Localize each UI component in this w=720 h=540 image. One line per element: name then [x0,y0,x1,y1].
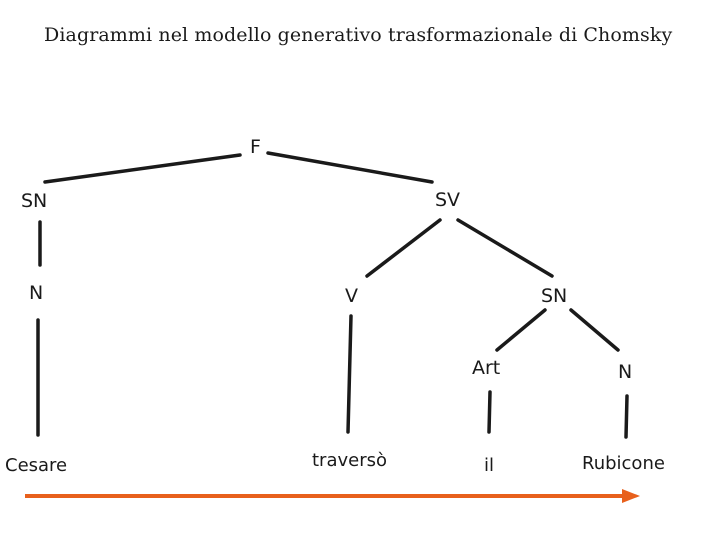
node-f: F [250,136,261,158]
branch-sn-art [497,310,545,350]
node-sv: SV [435,189,461,211]
word-il: il [484,455,495,476]
branch-sn-n-object [571,310,618,350]
branch-v-traverso [348,316,351,432]
arrow-head-icon [622,489,640,503]
word-rubicone: Rubicone [582,453,665,474]
node-v: V [345,285,358,307]
branch-f-sn [45,155,240,182]
branch-f-sv [268,153,432,182]
word-cesare: Cesare [5,455,68,476]
branch-sv-sn [458,220,552,276]
node-n-object: N [618,361,633,383]
slide-title: Diagrammi nel modello generativo trasformazionale di Chomsky [44,24,673,46]
node-sn-subject: SN [21,190,48,212]
branch-art-il [489,392,490,432]
node-sn-object: SN [541,285,568,307]
node-art: Art [472,357,501,379]
branch-n-rubicone [626,396,627,437]
word-traverso: traversò [312,450,388,471]
node-n-subject: N [29,282,44,304]
branch-sv-v [367,220,440,276]
